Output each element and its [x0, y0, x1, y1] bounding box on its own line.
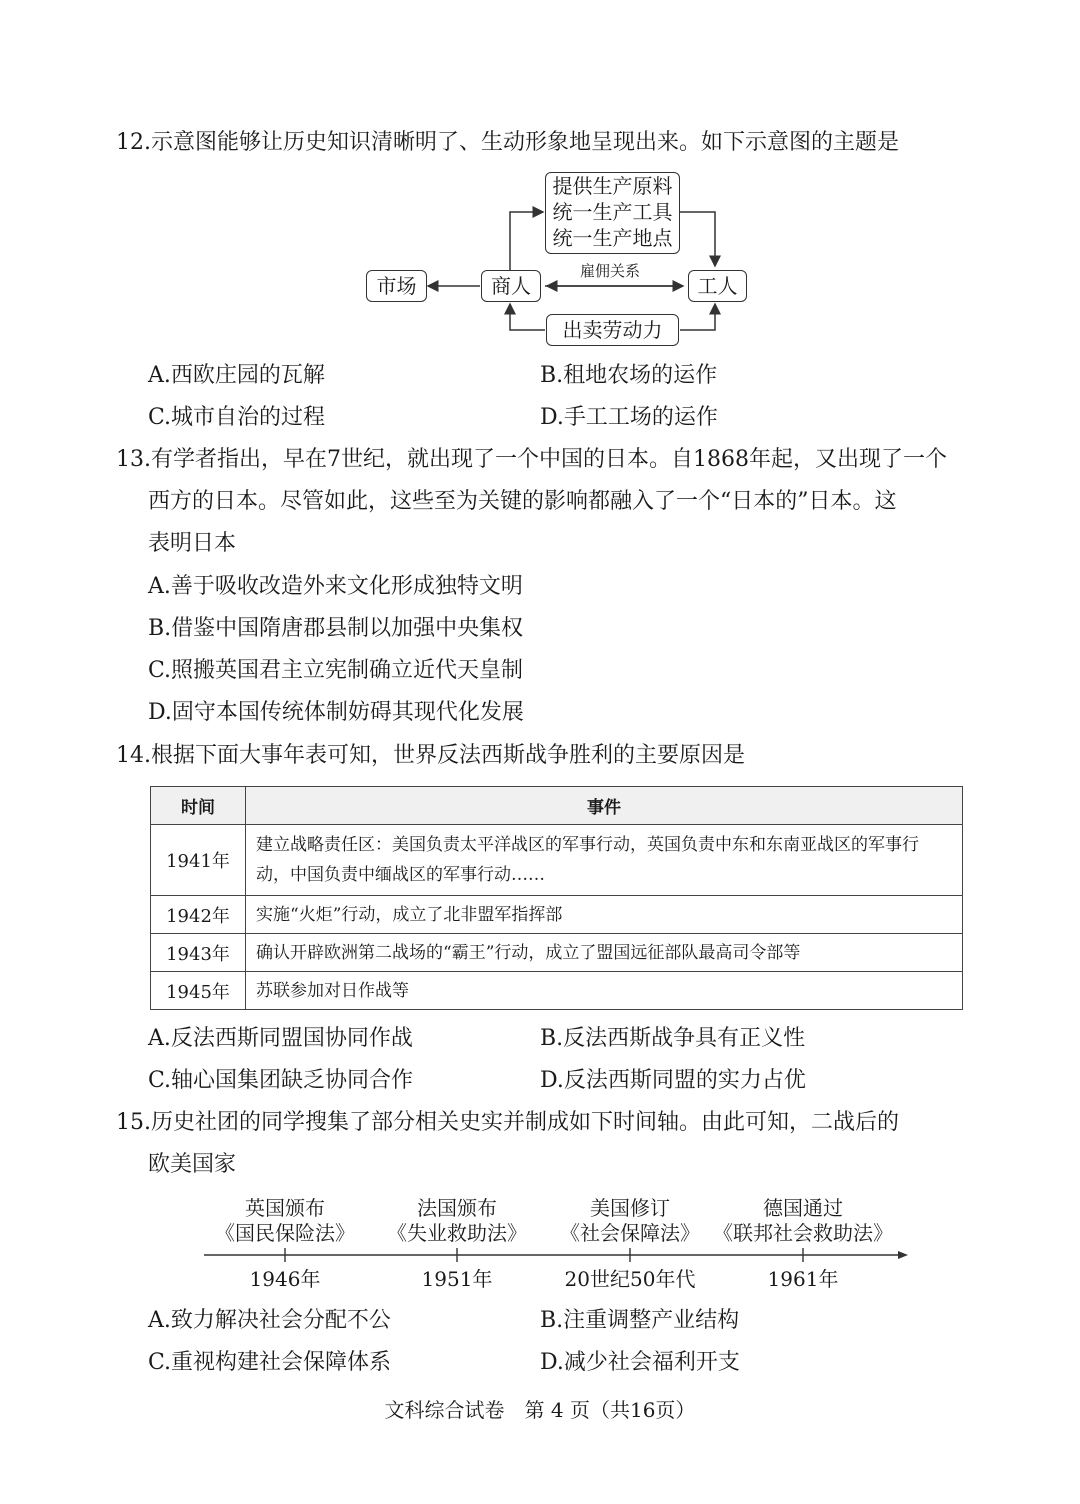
row-year: 1942年	[151, 896, 246, 934]
q15-option-a[interactable]: A.致力解决社会分配不公	[148, 1308, 391, 1333]
q14-option-d[interactable]: D.反法西斯同盟的实力占优	[540, 1068, 806, 1093]
q15-stem-line-2: 欧美国家	[148, 1152, 237, 1177]
page-footer: 文科综合试卷 第 4 页（共16页）	[384, 1398, 696, 1422]
row-event: 确认开辟欧洲第二战场的“霸王”行动，成立了盟国远征部队最高司令部等	[246, 934, 963, 972]
table-row	[151, 896, 963, 934]
events-table	[150, 786, 963, 1010]
timeline-actor: 德国通过	[763, 1196, 843, 1220]
timeline-law: 《联邦社会救助法》	[713, 1221, 893, 1245]
header-time: 时间	[151, 787, 246, 825]
table-row	[151, 825, 963, 896]
q12-stem: 12.示意图能够让历史知识清晰明了、生动形象地呈现出来。如下示意图的主题是	[116, 130, 899, 155]
timeline-law: 《失业救助法》	[387, 1221, 527, 1245]
timeline-date: 1951年	[421, 1267, 493, 1291]
q13-option-d[interactable]: D.固守本国传统体制妨碍其现代化发展	[148, 700, 524, 725]
market-box: 市场	[366, 270, 427, 302]
header-event: 事件	[246, 787, 963, 825]
relation-label: 雇佣关系	[580, 262, 641, 280]
q13-stem-line-1: 13.有学者指出，早在7世纪，就出现了一个中国的日本。自1868年起，又出现了一个	[116, 447, 947, 472]
q14-option-c[interactable]: C.轴心国集团缺乏协同合作	[148, 1068, 414, 1093]
row-event: 建立战略责任区：美国负责太平洋战区的军事行动，英国负责中东和东南亚战区的军事行动，中国负责中缅战区的军事行动……	[246, 825, 963, 896]
q15-option-d[interactable]: D.减少社会福利开支	[540, 1350, 740, 1375]
timeline-law: 《国民保险法》	[215, 1221, 355, 1245]
timeline-date: 1946年	[249, 1267, 321, 1291]
worker-box: 工人	[688, 270, 747, 302]
q15-option-b[interactable]: B.注重调整产业结构	[540, 1308, 740, 1333]
q13-stem-line-3: 表明日本	[148, 531, 237, 556]
timeline-date: 1961年	[767, 1267, 839, 1291]
production-line-1: 提供生产原料	[552, 174, 673, 198]
timeline-law: 《社会保障法》	[560, 1221, 700, 1245]
q14-option-a[interactable]: A.反法西斯同盟国协同作战	[148, 1026, 413, 1051]
timeline-date: 20世纪50年代	[564, 1267, 696, 1291]
merchant-box: 商人	[481, 270, 541, 302]
row-year: 1945年	[151, 972, 246, 1010]
timeline-actor: 美国修订	[590, 1196, 670, 1220]
table-row	[151, 972, 963, 1010]
table-row	[151, 934, 963, 972]
q13-option-c[interactable]: C.照搬英国君主立宪制确立近代天皇制	[148, 658, 524, 683]
timeline-axis	[200, 1245, 915, 1265]
q14-option-b[interactable]: B.反法西斯战争具有正义性	[540, 1026, 806, 1051]
q14-stem: 14.根据下面大事年表可知，世界反法西斯战争胜利的主要原因是	[116, 743, 745, 768]
timeline-actor: 英国颁布	[245, 1196, 325, 1220]
row-event: 苏联参加对日作战等	[246, 972, 963, 1010]
production-line-3: 统一生产地点	[552, 226, 673, 250]
row-year: 1941年	[151, 825, 246, 896]
q12-option-a[interactable]: A.西欧庄园的瓦解	[148, 363, 325, 388]
q13-stem-line-2: 西方的日本。尽管如此，这些至为关键的影响都融入了一个“日本的”日本。这	[148, 489, 897, 514]
row-event: 实施“火炬”行动，成立了北非盟军指挥部	[246, 896, 963, 934]
q12-option-b[interactable]: B.租地农场的运作	[540, 363, 718, 388]
production-line-2: 统一生产工具	[552, 200, 673, 224]
q12-option-c[interactable]: C.城市自治的过程	[148, 405, 326, 430]
row-year: 1943年	[151, 934, 246, 972]
labor-box: 出卖劳动力	[546, 314, 679, 346]
table-header-row	[151, 787, 963, 825]
production-box	[545, 172, 680, 254]
q13-option-a[interactable]: A.善于吸收改造外来文化形成独特文明	[148, 574, 523, 599]
q15-option-c[interactable]: C.重视构建社会保障体系	[148, 1350, 392, 1375]
q15-stem-line-1: 15.历史社团的同学搜集了部分相关史实并制成如下时间轴。由此可知，二战后的	[116, 1110, 899, 1135]
q13-option-b[interactable]: B.借鉴中国隋唐郡县制以加强中央集权	[148, 616, 524, 641]
q12-option-d[interactable]: D.手工工场的运作	[540, 405, 718, 430]
timeline-actor: 法国颁布	[417, 1196, 497, 1220]
